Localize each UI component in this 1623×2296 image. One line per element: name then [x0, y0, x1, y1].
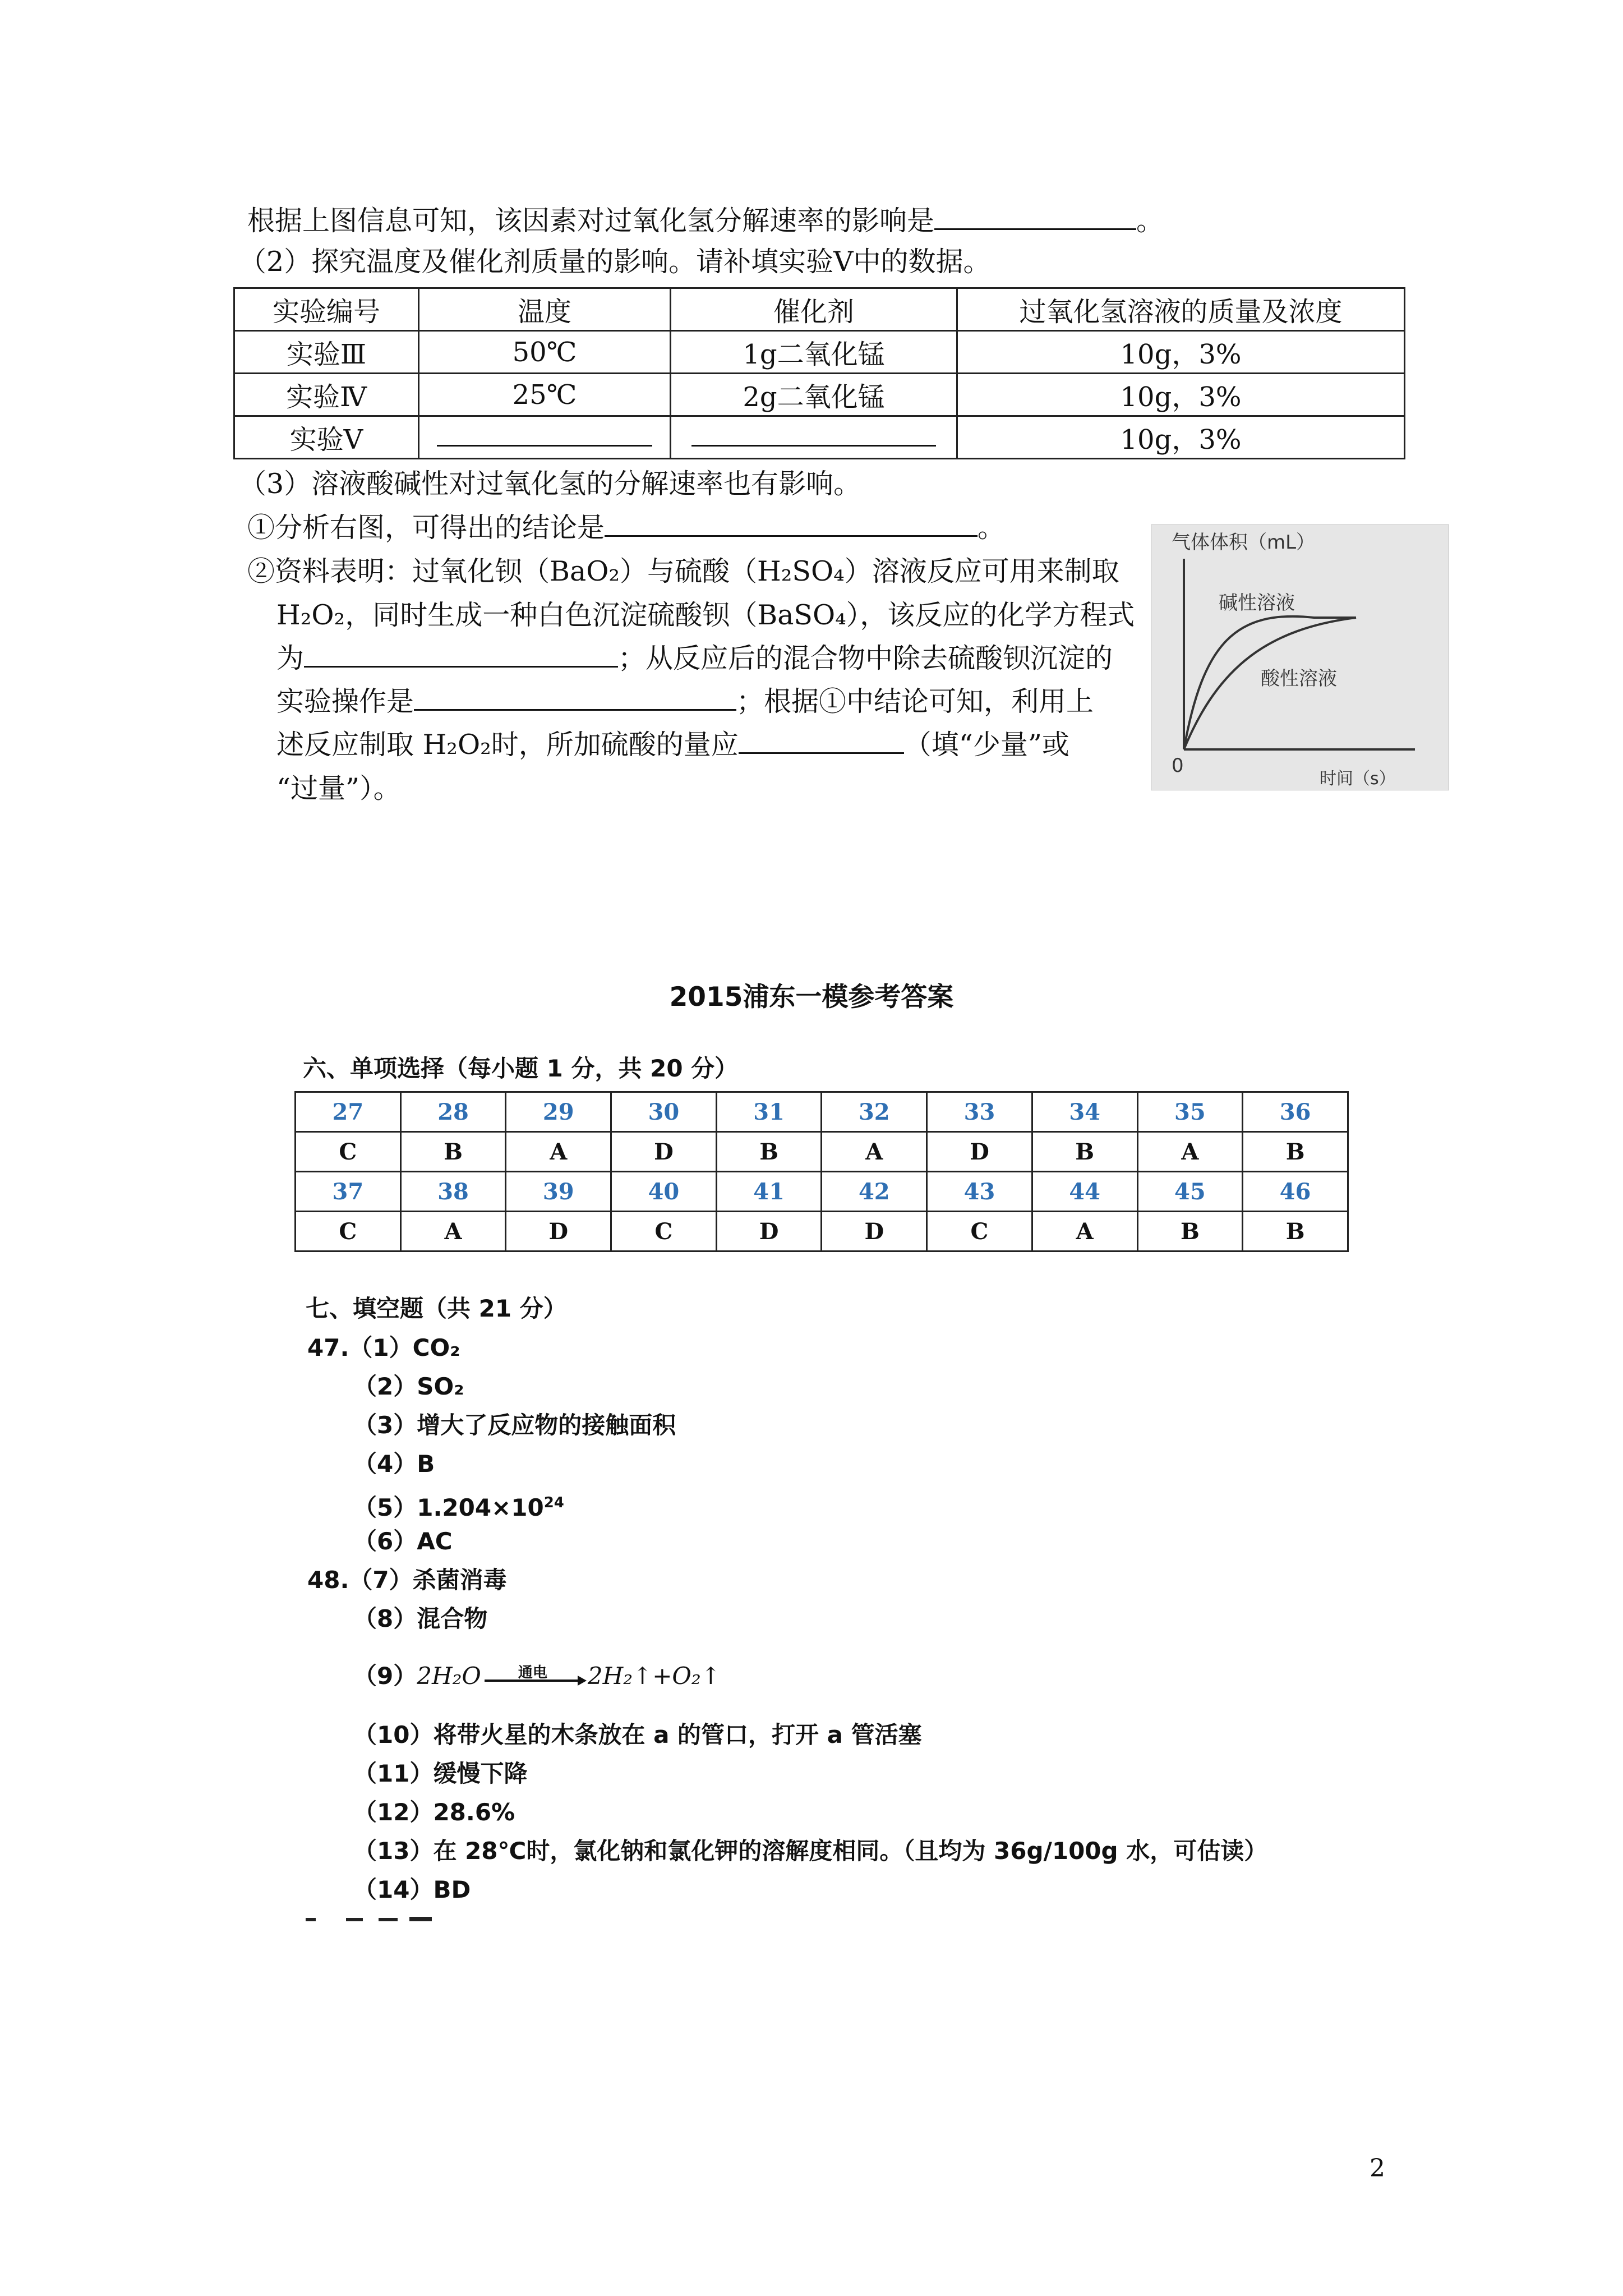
question-line-2: （2）探究温度及催化剂质量的影响。请补填实验Ⅴ中的数据。: [239, 246, 991, 278]
answer-cell: A: [1137, 1132, 1243, 1172]
page-number: 2: [1370, 2154, 1385, 2183]
table-cell: 1g二氧化锰: [671, 331, 957, 374]
answer-47-5: $(5)1.204\times 10^{24}$: [353, 1494, 564, 1521]
answer-cell: A: [822, 1132, 927, 1172]
equation-reactants: 2H₂O: [417, 1662, 481, 1690]
answer-blank[interactable]: [605, 535, 978, 537]
answer-blank[interactable]: [934, 228, 1136, 230]
q3-item2-line5: 述反应制取 H₂O₂时，所加硫酸的量应 （填“少量”或: [276, 729, 1069, 761]
header-cell: 过氧化氢溶液的质量及浓度: [957, 288, 1405, 331]
answer-cell: B: [716, 1132, 822, 1172]
experiment-table: [233, 287, 1405, 459]
question-number: 31: [716, 1092, 822, 1132]
answer-cell: A: [1032, 1212, 1137, 1251]
temperature-blank-cell: [419, 416, 671, 459]
answer-48-9: （9）2H₂O 通电 2H₂↑+O₂↑: [353, 1660, 721, 1692]
question-number: 41: [716, 1172, 822, 1212]
answer-cell: B: [1137, 1212, 1243, 1251]
q3-item2-line2: H₂O₂，同时生成一种白色沉淀硫酸钡（BaSO₄），该反应的化学方程式: [276, 599, 1135, 631]
gas-volume-plot: [1151, 525, 1449, 790]
answer-cell: D: [506, 1212, 611, 1251]
question-number: 35: [1137, 1092, 1243, 1132]
question-number: 29: [506, 1092, 611, 1132]
answer-blank[interactable]: [414, 708, 736, 711]
answer-48-13: （13）在 28℃时，氯化钠和氯化钾的溶解度相同。（且均为 36g/100g 水，可估读）: [353, 1837, 1268, 1865]
answer-cell: C: [611, 1212, 717, 1251]
answer-47-4: （4）B: [353, 1450, 435, 1478]
q3-item2-line4: 实验操作是 ；根据①中结论可知，利用上: [276, 685, 1094, 717]
question-number: 44: [1032, 1172, 1137, 1212]
table-cell: 10g，3%: [957, 374, 1405, 416]
answer-cell: C: [296, 1212, 401, 1251]
question-number: 36: [1243, 1092, 1348, 1132]
answer-row: [296, 1212, 1348, 1251]
answer-cell: D: [611, 1132, 717, 1172]
question-number: 42: [822, 1172, 927, 1212]
header-cell: 催化剂: [671, 288, 957, 331]
question-number: 32: [822, 1092, 927, 1132]
q3-item2-line1: ②资料表明：过氧化钡（BaO₂）与硫酸（H₂SO₄）溶液反应可用来制取: [247, 555, 1119, 587]
catalyst-blank-cell: [671, 416, 957, 459]
question-line-influence: 根据上图信息可知，该因素对过氧化氢分解速率的影响是 。: [247, 205, 1164, 237]
cropped-glyphs: [294, 1915, 485, 1925]
answer-47-1: 47.（1）CO₂: [307, 1334, 460, 1361]
table-cell: 2g二氧化锰: [671, 374, 957, 416]
table-cell: 25℃: [419, 374, 671, 416]
question-number: 27: [296, 1092, 401, 1132]
table-row: [234, 374, 1405, 416]
header-cell: 实验编号: [234, 288, 419, 331]
cropped-text-fragment: [294, 1915, 485, 1925]
answer-cell: D: [716, 1212, 822, 1251]
question-number-row: [296, 1092, 1348, 1132]
answer-cell: A: [400, 1212, 506, 1251]
reaction-arrow: [481, 1664, 588, 1692]
section-6-heading: 六、单项选择（每小题 1 分，共 20 分）: [303, 1055, 739, 1082]
answer-cell: B: [400, 1132, 506, 1172]
gas-volume-figure: [1151, 524, 1449, 790]
table-header-row: [234, 288, 1405, 331]
question-number-row: [296, 1172, 1348, 1212]
question-number: 45: [1137, 1172, 1243, 1212]
arrow-icon: [481, 1664, 588, 1692]
answer-table: [294, 1091, 1349, 1252]
y-axis-label: 气体体积（mL）: [1172, 531, 1316, 554]
answer-48-12: （12）28.6%: [353, 1798, 515, 1826]
table-cell: 10g，3%: [957, 416, 1405, 459]
question-number: 33: [927, 1092, 1032, 1132]
table-cell: 10g，3%: [957, 331, 1405, 374]
answer-cell: A: [506, 1132, 611, 1172]
answer-cell: C: [296, 1132, 401, 1172]
table-cell: 实验Ⅴ: [234, 416, 419, 459]
answer-blank[interactable]: [739, 752, 904, 754]
question-number: 28: [400, 1092, 506, 1132]
q3-item2-line3: 为 ；从反应后的混合物中除去硫酸钡沉淀的: [276, 642, 1113, 674]
answer-cell: C: [927, 1212, 1032, 1251]
table-row: [234, 416, 1405, 459]
answer-key-title: 2015浦东一模参考答案: [669, 982, 954, 1013]
answer-blank[interactable]: [437, 444, 652, 447]
answer-cell: B: [1243, 1132, 1348, 1172]
answer-blank[interactable]: [304, 665, 618, 668]
question-number: 43: [927, 1172, 1032, 1212]
table-cell: 实验Ⅳ: [234, 374, 419, 416]
answer-cell: D: [822, 1212, 927, 1251]
x-axis-label: 时间（s）: [1320, 769, 1396, 789]
table-cell: 实验Ⅲ: [234, 331, 419, 374]
question-number: 37: [296, 1172, 401, 1212]
answer-47-3: （3）增大了反应物的接触面积: [353, 1411, 676, 1439]
answer-47-2: （2）SO₂: [353, 1373, 464, 1400]
answer-row: [296, 1132, 1348, 1172]
answer-cell: B: [1243, 1212, 1348, 1251]
answer-cell: B: [1032, 1132, 1137, 1172]
question-number: 39: [506, 1172, 611, 1212]
answer-48-10: （10）将带火星的木条放在 a 的管口，打开 a 管活塞: [353, 1721, 922, 1749]
answer-cell: D: [927, 1132, 1032, 1172]
answer-48-8: （8）混合物: [353, 1605, 488, 1632]
table-cell: 50℃: [419, 331, 671, 374]
question-number: 46: [1243, 1172, 1348, 1212]
answer-47-6: （6）AC: [353, 1527, 453, 1555]
table-row: [234, 331, 1405, 374]
acidic-label: 酸性溶液: [1261, 668, 1337, 690]
q3-item1: ①分析右图，可得出的结论是 。: [247, 512, 1006, 544]
q3-intro: （3）溶液酸碱性对过氧化氢的分解速率也有影响。: [239, 468, 861, 500]
question-number: 34: [1032, 1092, 1137, 1132]
origin-label: 0: [1172, 754, 1184, 777]
reaction-condition: 通电: [518, 1664, 547, 1681]
q3-item2-line6: “过量”）。: [276, 772, 401, 804]
question-number: 40: [611, 1172, 717, 1212]
answer-48-7: 48.（7）杀菌消毒: [307, 1566, 507, 1594]
answer-blank[interactable]: [691, 444, 937, 447]
answer-48-14: （14）BD: [353, 1876, 471, 1903]
answer-48-11: （11）缓慢下降: [353, 1760, 528, 1787]
question-number: 38: [400, 1172, 506, 1212]
alkaline-label: 碱性溶液: [1219, 592, 1295, 614]
question-number: 30: [611, 1092, 717, 1132]
header-cell: 温度: [419, 288, 671, 331]
equation-products: 2H₂↑+O₂↑: [587, 1662, 721, 1690]
section-7-heading: 七、填空题（共 21 分）: [306, 1295, 567, 1322]
